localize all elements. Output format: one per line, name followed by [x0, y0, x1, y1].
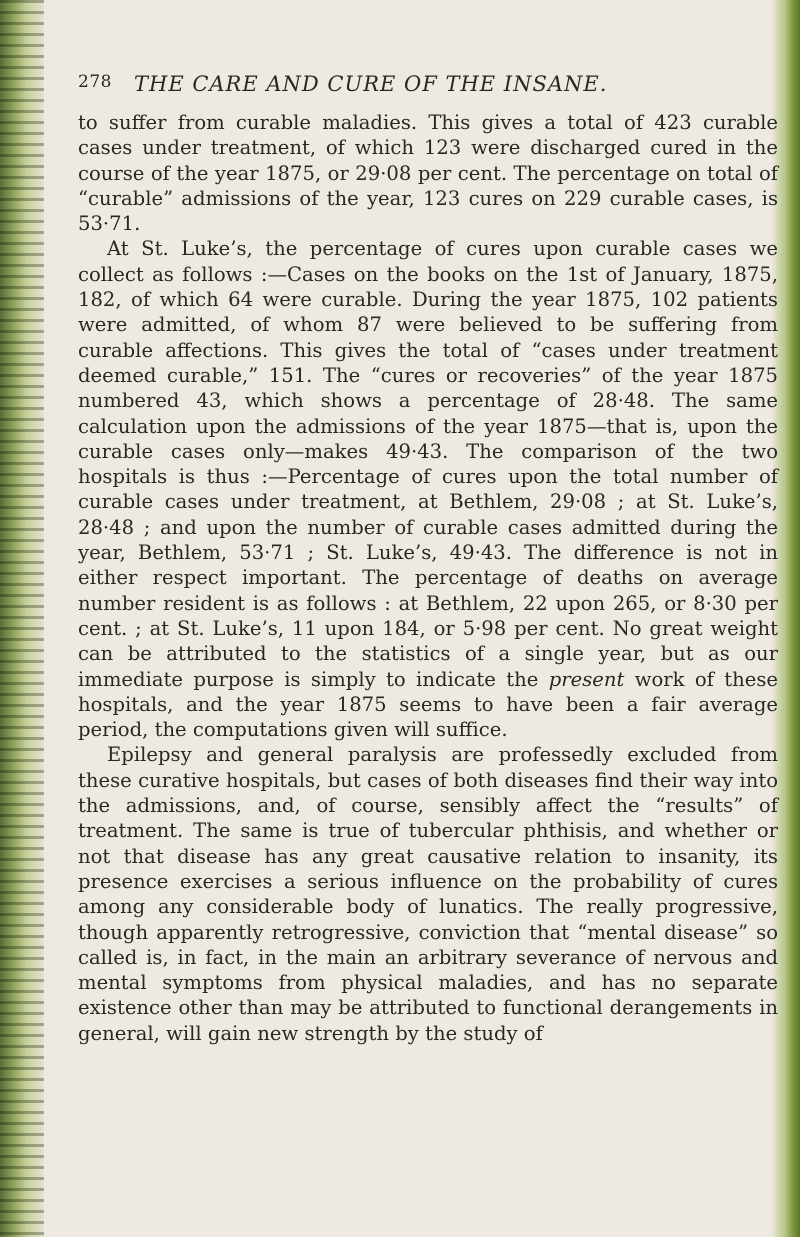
page-number: 278: [78, 72, 112, 92]
paragraph-text: to suffer from curable maladies. This gives a total of 423 curable cases under treatment, of which 123 were discharged cured in the course of the year 1875, or 29·08 per cent. The percentage on total of “curable” admissions of the year, 123 cures on 229 curable cases, is 53·71.: [78, 111, 778, 236]
running-head: [78, 68, 778, 104]
paragraph-text-tail: work of these hospitals, and the year 1875 seems to have been a fair average period, the computations given will suffice.: [78, 667, 779, 742]
paragraph-text: At St. Luke’s, the percentage of cures upon curable cases we collect as follows :—Cases on the books on the 1st of January, 1875, 182, of which 64 were curable. During the year 1875, 102 patients were admitted, of whom 87 were believed to be suffering from curable affections. This gives the total of “cases under treatment deemed curable,” 151. The “cures or recoveries” of the year 1875 numbered 43, which shows a percentage of 28·48. The same calculation upon the admissions of the year 1875—that is, upon the curable cases only—makes 49·43. The comparison of the two hospitals is thus :—Percentage of cures upon the total number of curable cases under treatment, at Bethlem, 29·08 ; at St. Luke’s, 28·48 ; and upon the number of curable cases admitted during the year, Bethlem, 53·71 ; St. Luke’s, 49·43. The difference is not in either respect important. The percentage of deaths on average number resident is as follows : at Bethlem, 22 upon 265, or 8·30 per cent. ; at St. Luke’s, 11 upon 184, or 5·98 per cent. No great weight can be attributed to the statistics of a single year, but as our immediate purpose is simply to indicate the: [78, 237, 778, 691]
paragraph-continuation: [78, 110, 778, 236]
body-text: [78, 110, 778, 1046]
paragraph-text: Epilepsy and general paralysis are professedly excluded from these curative hospitals, but cases of both diseases find their way into the admissions, and, of course, sensibly affect the “results” of treatment. The same is true of tubercular phthisis, and whether or not that disease has any great causative relation to insanity, its presence exercises a serious influence on the probability of cures among any considerable body of lunatics. The really progressive, though apparently retrogressive, conviction that “mental disease” so called is, in fact, in the main an arbitrary severance of nervous and mental symptoms from physical maladies, and has no separate existence other than may be attributed to functional derangements in general, will gain new strength by the study of: [78, 743, 778, 1045]
book-spine-edge: [0, 0, 44, 1237]
emphasized-word: present: [548, 667, 625, 691]
paragraph-epilepsy: [78, 742, 778, 1046]
running-title: THE CARE AND CURE OF THE INSANE.: [134, 72, 608, 96]
paragraph-st-lukes: [78, 236, 778, 742]
book-page: [78, 68, 778, 1228]
